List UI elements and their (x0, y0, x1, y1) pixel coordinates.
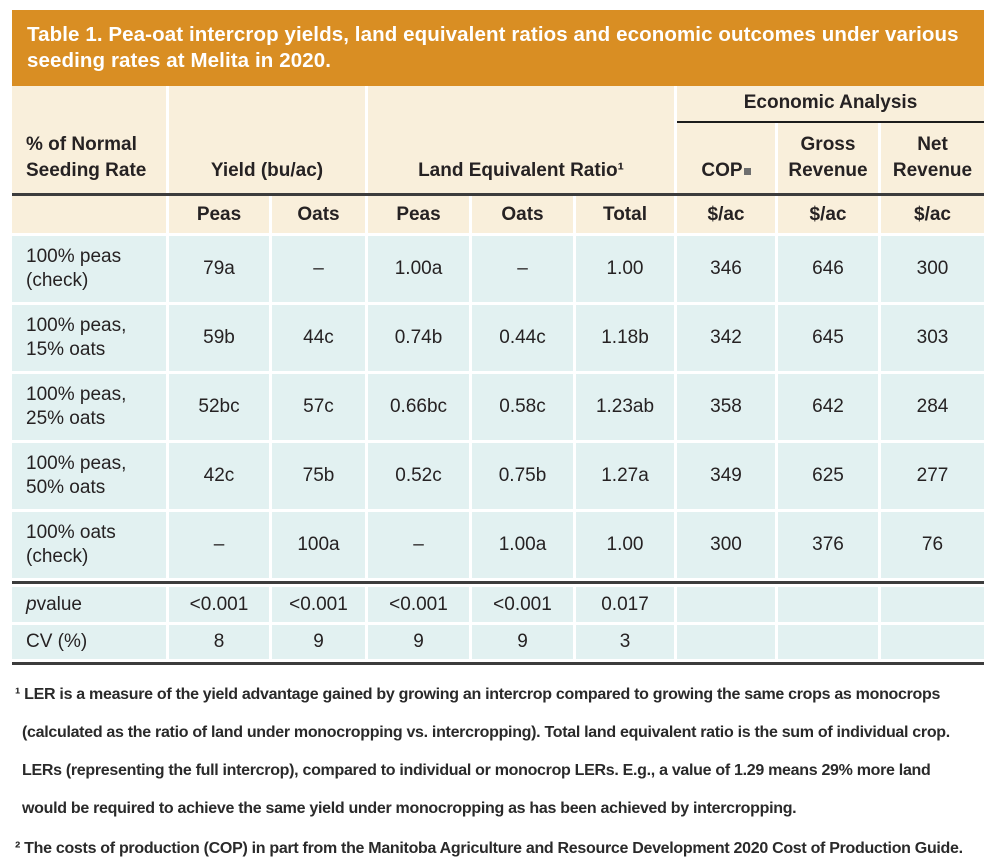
table-title-line1: Table 1. Pea-oat intercrop yields, land equivalent ratios and economic outcomes under various (27, 23, 959, 46)
cell-net-revenue: 300 (881, 236, 984, 302)
cell-yield-oats: – (272, 236, 365, 302)
p-net-empty (881, 587, 984, 622)
header-net-line1: Net (917, 134, 948, 155)
table-row (12, 305, 984, 371)
cv-gross-empty (778, 625, 878, 659)
table-header (12, 86, 984, 193)
p-ler-total: 0.017 (576, 587, 674, 622)
cv-label: CV (%) (12, 625, 166, 659)
cell-yield-oats: 75b (272, 443, 365, 509)
footnote-1-line3: LERs (representing the full intercrop), compared to individual or monocrop LERs. E.g., a value of 1.29 means 29% more land (22, 762, 931, 779)
header-ler-label: Land Equivalent Ratio¹ (418, 160, 624, 181)
cell-yield-peas: 59b (169, 305, 269, 371)
cell-ler-peas: 1.00a (368, 236, 469, 302)
cell-ler-oats: 0.58c (472, 374, 573, 440)
cell-ler-total: 1.27a (576, 443, 674, 509)
cell-net-revenue: 284 (881, 374, 984, 440)
cell-cop: 358 (677, 374, 775, 440)
cv-row (12, 625, 984, 659)
header-economic-analysis-label: Economic Analysis (743, 92, 918, 113)
cv-cop-empty (677, 625, 775, 659)
cell-gross-revenue: 645 (778, 305, 878, 371)
row-label: 100% peas, 25% oats (12, 374, 166, 440)
table-title-bar (12, 10, 984, 86)
header-gross-line2: Revenue (788, 160, 868, 181)
subheader-ler-total: Total (603, 203, 647, 225)
header-seeding-rate-line2: Seeding Rate (26, 160, 147, 181)
row-label: 100% peas (check) (12, 236, 166, 302)
cell-gross-revenue: 642 (778, 374, 878, 440)
table (12, 10, 984, 868)
table-row (12, 374, 984, 440)
p-yield-oats: <0.001 (272, 587, 365, 622)
footnote-1-line4: would be required to achieve the same yield under monocropping as has been achieved by intercropping. (22, 800, 797, 817)
cell-net-revenue: 277 (881, 443, 984, 509)
header-cop (677, 123, 775, 193)
cv-yield-peas: 8 (169, 625, 269, 659)
subheader-yield-peas: Peas (196, 203, 242, 225)
cv-ler-peas: 9 (368, 625, 469, 659)
cell-cop: 300 (677, 512, 775, 578)
cell-net-revenue: 76 (881, 512, 984, 578)
header-net-revenue (881, 123, 984, 193)
cell-yield-peas: 52bc (169, 374, 269, 440)
cell-ler-total: 1.18b (576, 305, 674, 371)
subheader-blank (12, 196, 166, 233)
cv-yield-oats: 9 (272, 625, 365, 659)
table-title-line2: seeding rates at Melita in 2020. (27, 49, 331, 72)
table-row (12, 443, 984, 509)
subheader-net-unit: $/ac (914, 203, 951, 225)
cell-ler-peas: – (368, 512, 469, 578)
p-gross-empty (778, 587, 878, 622)
cell-gross-revenue: 646 (778, 236, 878, 302)
p-ler-peas: <0.001 (368, 587, 469, 622)
cv-ler-total: 3 (576, 625, 674, 659)
cv-net-empty (881, 625, 984, 659)
row-label: 100% oats (check) (12, 512, 166, 578)
header-gross-line1: Gross (800, 134, 856, 155)
header-yield-label: Yield (bu/ac) (210, 160, 324, 181)
table-bottom-rule (12, 662, 984, 665)
header-net-line2: Revenue (892, 160, 973, 181)
footnote-2: ² The costs of production (COP) in part from the Manitoba Agriculture and Resource Development 2020 Cost of Production Guide. (15, 840, 963, 857)
cell-cop: 349 (677, 443, 775, 509)
p-cop-empty (677, 587, 775, 622)
header-seeding-rate-line1: % of Normal (26, 134, 137, 155)
header-ler-group (368, 86, 674, 193)
cell-ler-total: 1.00 (576, 236, 674, 302)
footnote-1-line2: (calculated as the ratio of land under monocropping vs. intercropping). Total land equivalent ratio is the sum of individual crop. (22, 724, 950, 741)
p-ler-oats: <0.001 (472, 587, 573, 622)
header-economic-analysis-group (677, 86, 984, 123)
cell-ler-oats: – (472, 236, 573, 302)
cell-net-revenue: 303 (881, 305, 984, 371)
subheader-ler-peas: Peas (396, 203, 441, 225)
cell-ler-oats: 0.44c (472, 305, 573, 371)
table-body (12, 236, 984, 578)
subheader-row (12, 196, 984, 233)
cell-yield-oats: 57c (272, 374, 365, 440)
cell-ler-peas: 0.52c (368, 443, 469, 509)
stats-top-rule (12, 581, 984, 584)
subheader-yield-oats: Oats (297, 203, 340, 225)
row-label: 100% peas, 50% oats (12, 443, 166, 509)
header-gross-revenue (778, 123, 878, 193)
table-row (12, 512, 984, 578)
table-row (12, 236, 984, 302)
footnotes (12, 676, 984, 868)
header-cop-label: COP (701, 160, 743, 181)
subheader-cop-unit: $/ac (707, 203, 745, 225)
cell-yield-oats: 100a (272, 512, 365, 578)
footnote-1 (15, 676, 984, 828)
header-yield-group (169, 86, 365, 193)
cell-yield-peas: 79a (169, 236, 269, 302)
cell-yield-peas: – (169, 512, 269, 578)
subheader-ler-oats: Oats (501, 203, 544, 225)
cell-ler-peas: 0.74b (368, 305, 469, 371)
cell-gross-revenue: 376 (778, 512, 878, 578)
cell-ler-total: 1.00 (576, 512, 674, 578)
cell-yield-peas: 42c (169, 443, 269, 509)
footnote-1-line1: ¹ LER is a measure of the yield advantage gained by growing an intercrop compared to growing the same crops as monocrops (15, 686, 941, 703)
cell-yield-oats: 44c (272, 305, 365, 371)
subheader-gross-unit: $/ac (809, 203, 847, 225)
cop-footnote-marker-square (744, 168, 751, 175)
cell-cop: 346 (677, 236, 775, 302)
cell-cop: 342 (677, 305, 775, 371)
cell-ler-peas: 0.66bc (368, 374, 469, 440)
cell-gross-revenue: 625 (778, 443, 878, 509)
cell-ler-oats: 1.00a (472, 512, 573, 578)
p-yield-peas: <0.001 (169, 587, 269, 622)
row-label: 100% peas, 15% oats (12, 305, 166, 371)
header-seeding-rate (12, 86, 166, 193)
cell-ler-oats: 0.75b (472, 443, 573, 509)
cv-ler-oats: 9 (472, 625, 573, 659)
cell-ler-total: 1.23ab (576, 374, 674, 440)
p-value-row (12, 587, 984, 622)
p-value-label: p value (12, 587, 166, 622)
